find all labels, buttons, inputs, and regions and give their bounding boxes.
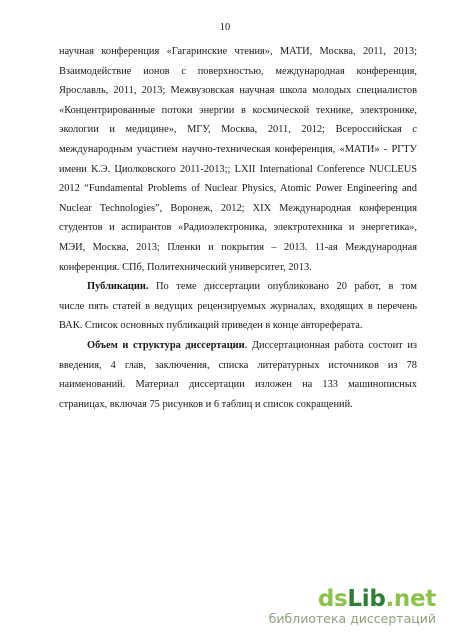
text-line: Взаимодействие ионов с поверхностью, международная конференция,: [59, 65, 417, 77]
page-number: 10: [219, 22, 231, 33]
text-line: научная конференция «Гагаринские чтения», МАТИ, Москва, 2011, 2013;: [59, 46, 417, 57]
dslib-subtitle: библиотека диссертаций: [268, 611, 436, 626]
text-line: экологии и медицине», МГУ, Москва, 2011, 2012; Всероссийская с: [59, 124, 417, 136]
logo-part-net: .net: [385, 586, 436, 612]
text-line: числе пять статей в ведущих рецензируемых журналах, входящих в перечень: [59, 300, 417, 312]
publications-paragraph: [59, 277, 417, 336]
structure-heading: Объем и структура диссертации: [87, 339, 245, 351]
text-line: страницах, включая 75 рисунков и 6 таблиц и список сокращений.: [59, 398, 353, 410]
conferences-paragraph: [59, 42, 417, 277]
publications-text: По теме диссертации опубликовано 20 работ, в том: [148, 281, 417, 293]
text-line: [59, 277, 417, 297]
text-line: Ярославль, 2011, 2013; Межвузовская научная школа молодых специалистов: [59, 85, 417, 97]
text-line: наименований. Материал диссертации изложен на 133 машинописных: [59, 379, 417, 391]
dslib-watermark: [269, 587, 436, 626]
structure-paragraph: [59, 336, 417, 414]
text-line: введения, 4 глав, заключения, списка литературных источников из 78: [59, 359, 417, 371]
text-line: Nuclear Technologies”, Воронеж, 2012; XIX Международная конференция: [59, 202, 417, 214]
text-line: международным участием научно-техническая конференция, «МАТИ» - РГТУ: [59, 143, 417, 155]
text-line: имени К.Э. Циолковского 2011-2013;; LXII International Conference NUCLEUS: [59, 163, 417, 175]
text-line: [59, 336, 417, 356]
text-line: «Концентрированные потоки энергии в космической технике, электронике,: [59, 104, 417, 116]
logo-part-ds: ds: [317, 586, 348, 612]
text-line: 2012 “Fundamental Problems of Nuclear Physics, Atomic Power Engineering and: [59, 183, 417, 195]
dslib-logo: [269, 587, 436, 611]
logo-part-lib: Lib: [347, 586, 386, 612]
publications-heading: Публикации.: [87, 281, 149, 293]
text-line: конференция. СПб, Политехнический университет, 2013.: [59, 261, 312, 273]
structure-text: . Диссертационная работа состоит из: [244, 339, 417, 351]
text-line: студентов и аспирантов «Радиоэлектроника, электротехника и энергетика»,: [59, 222, 417, 234]
document-body: [59, 42, 417, 414]
text-line: МЭИ, Москва, 2013; Пленки и покрытия – 2013. 11-ая Международная: [59, 241, 417, 253]
text-line: ВАК. Список основных публикаций приведен в конце автореферата.: [59, 320, 363, 332]
